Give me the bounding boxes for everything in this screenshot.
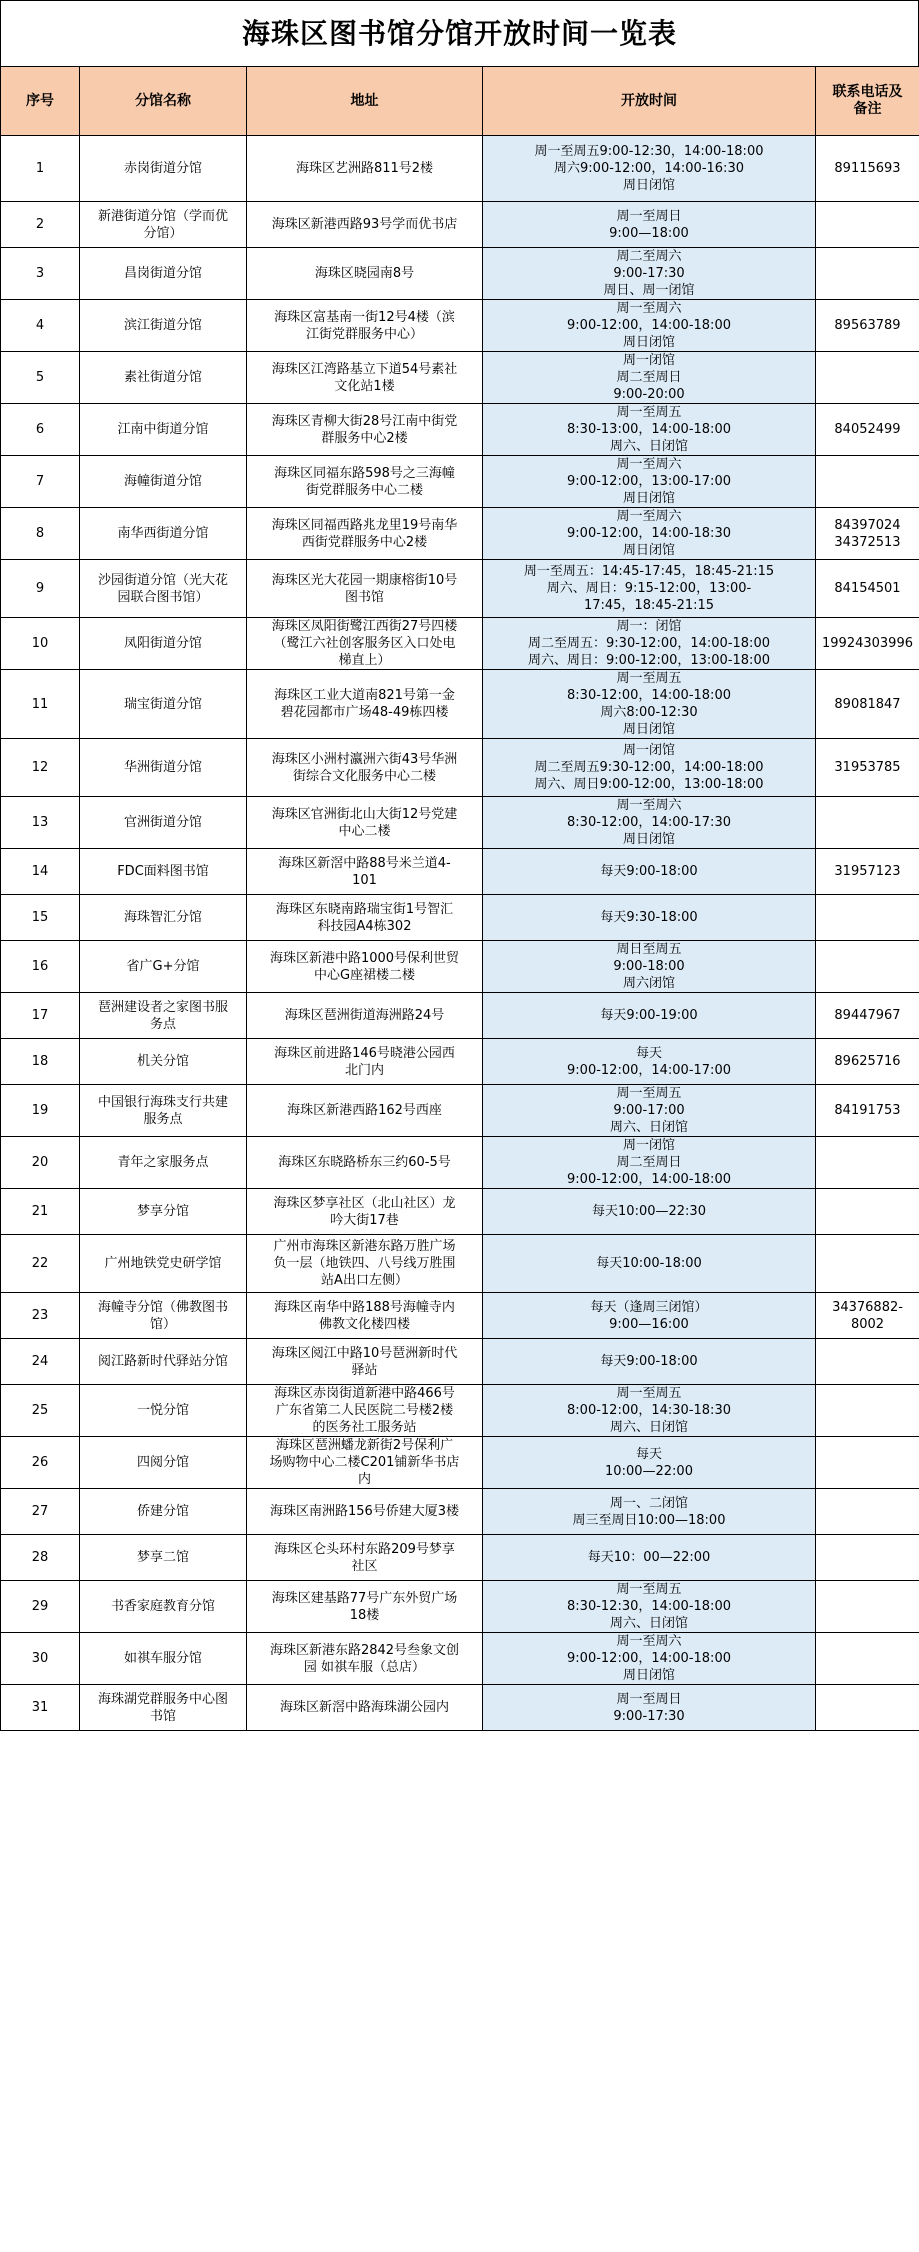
table-row: [1, 797, 919, 849]
cell-phone: 31953785: [816, 739, 919, 797]
cell-opening-hours: 周日至周五 9:00-18:00 周六闭馆: [483, 941, 816, 993]
cell-address: 广州市海珠区新港东路万胜广场 负一层（地铁四、八号线万胜围 站A出口左侧）: [247, 1235, 483, 1293]
cell-opening-hours: 周一至周五9:00-12:30，14:00-18:00 周六9:00-12:00，14:00-16:30 周日闭馆: [483, 136, 816, 202]
cell-phone: 89625716: [816, 1039, 919, 1085]
cell-address: 海珠区赤岗街道新港中路466号 广东省第二人民医院二号楼2楼 的医务社工服务站: [247, 1385, 483, 1437]
cell-seq: 4: [1, 300, 80, 352]
cell-opening-hours: 每天10：00—22:00: [483, 1535, 816, 1581]
cell-opening-hours: 每天（逢周三闭馆） 9:00—16:00: [483, 1293, 816, 1339]
cell-phone: [816, 1189, 919, 1235]
cell-address: 海珠区江湾路基立下道54号素社 文化站1楼: [247, 352, 483, 404]
table-row: [1, 1235, 919, 1293]
cell-seq: 13: [1, 797, 80, 849]
table-row: [1, 1385, 919, 1437]
cell-seq: 14: [1, 849, 80, 895]
cell-phone: [816, 202, 919, 248]
cell-seq: 16: [1, 941, 80, 993]
cell-phone: 84154501: [816, 560, 919, 618]
cell-address: 海珠区同福西路兆龙里19号南华 西街党群服务中心2楼: [247, 508, 483, 560]
cell-phone: [816, 1581, 919, 1633]
cell-branch-name: 素社街道分馆: [80, 352, 247, 404]
table-row: [1, 300, 919, 352]
table-row: [1, 670, 919, 739]
cell-branch-name: 四阅分馆: [80, 1437, 247, 1489]
table-row: [1, 248, 919, 300]
table-row: [1, 1189, 919, 1235]
cell-address: 海珠区仑头环村东路209号梦享 社区: [247, 1535, 483, 1581]
schedule-table: [0, 66, 919, 1731]
cell-seq: 8: [1, 508, 80, 560]
cell-seq: 12: [1, 739, 80, 797]
page-title: 海珠区图书馆分馆开放时间一览表: [0, 0, 919, 66]
cell-phone: 84191753: [816, 1085, 919, 1137]
cell-branch-name: 青年之家服务点: [80, 1137, 247, 1189]
cell-opening-hours: 周一、二闭馆 周三至周日10:00—18:00: [483, 1489, 816, 1535]
cell-branch-name: 华洲街道分馆: [80, 739, 247, 797]
cell-opening-hours: 周一至周六 9:00-12:00，14:00-18:00 周日闭馆: [483, 1633, 816, 1685]
cell-address: 海珠区艺洲路811号2楼: [247, 136, 483, 202]
cell-opening-hours: 每天10:00—22:30: [483, 1189, 816, 1235]
cell-seq: 31: [1, 1685, 80, 1731]
cell-phone: [816, 1685, 919, 1731]
cell-seq: 11: [1, 670, 80, 739]
cell-phone: [816, 1437, 919, 1489]
cell-phone: [816, 1385, 919, 1437]
cell-seq: 22: [1, 1235, 80, 1293]
cell-address: 海珠区新滘中路海珠湖公园内: [247, 1685, 483, 1731]
cell-branch-name: 省广G+分馆: [80, 941, 247, 993]
cell-phone: 31957123: [816, 849, 919, 895]
table-row: [1, 1039, 919, 1085]
cell-opening-hours: 每天9:00-19:00: [483, 993, 816, 1039]
cell-address: 海珠区光大花园一期康榕街10号 图书馆: [247, 560, 483, 618]
cell-seq: 27: [1, 1489, 80, 1535]
table-row: [1, 1685, 919, 1731]
cell-phone: 84397024 34372513: [816, 508, 919, 560]
cell-opening-hours: 周一闭馆 周二至周日 9:00-12:00，14:00-18:00: [483, 1137, 816, 1189]
cell-opening-hours: 周二至周六 9:00-17:30 周日、周一闭馆: [483, 248, 816, 300]
table-row: [1, 941, 919, 993]
cell-seq: 25: [1, 1385, 80, 1437]
cell-seq: 17: [1, 993, 80, 1039]
cell-address: 海珠区东晓南路瑞宝街1号智汇 科技园A4栋302: [247, 895, 483, 941]
header-phone: 联系电话及 备注: [816, 67, 919, 136]
cell-seq: 10: [1, 618, 80, 670]
cell-branch-name: 官洲街道分馆: [80, 797, 247, 849]
cell-phone: [816, 352, 919, 404]
cell-phone: [816, 797, 919, 849]
cell-opening-hours: 每天9:30-18:00: [483, 895, 816, 941]
table-row: [1, 136, 919, 202]
cell-seq: 1: [1, 136, 80, 202]
cell-opening-hours: 每天 10:00—22:00: [483, 1437, 816, 1489]
cell-branch-name: 海珠湖党群服务中心图 书馆: [80, 1685, 247, 1731]
cell-seq: 15: [1, 895, 80, 941]
cell-seq: 23: [1, 1293, 80, 1339]
cell-branch-name: 赤岗街道分馆: [80, 136, 247, 202]
header-hours: 开放时间: [483, 67, 816, 136]
cell-seq: 7: [1, 456, 80, 508]
cell-phone: 84052499: [816, 404, 919, 456]
cell-address: 海珠区东晓路桥东三约60-5号: [247, 1137, 483, 1189]
cell-branch-name: FDC面料图书馆: [80, 849, 247, 895]
table-row: [1, 1581, 919, 1633]
cell-branch-name: 广州地铁党史研学馆: [80, 1235, 247, 1293]
table-row: [1, 508, 919, 560]
cell-address: 海珠区梦享社区（北山社区）龙 吟大街17巷: [247, 1189, 483, 1235]
cell-address: 海珠区晓园南8号: [247, 248, 483, 300]
cell-branch-name: 机关分馆: [80, 1039, 247, 1085]
cell-phone: [816, 248, 919, 300]
cell-phone: [816, 1235, 919, 1293]
cell-branch-name: 南华西街道分馆: [80, 508, 247, 560]
table-row: [1, 1085, 919, 1137]
cell-phone: [816, 1339, 919, 1385]
cell-seq: 21: [1, 1189, 80, 1235]
cell-opening-hours: 每天9:00-18:00: [483, 1339, 816, 1385]
cell-branch-name: 书香家庭教育分馆: [80, 1581, 247, 1633]
cell-address: 海珠区工业大道南821号第一金 碧花园都市广场48-49栋四楼: [247, 670, 483, 739]
cell-address: 海珠区青柳大街28号江南中街党 群服务中心2楼: [247, 404, 483, 456]
table-row: [1, 849, 919, 895]
cell-seq: 3: [1, 248, 80, 300]
cell-phone: [816, 1535, 919, 1581]
cell-seq: 26: [1, 1437, 80, 1489]
header-row: [1, 67, 919, 136]
cell-phone: [816, 895, 919, 941]
table-row: [1, 352, 919, 404]
table-row: [1, 618, 919, 670]
cell-branch-name: 凤阳街道分馆: [80, 618, 247, 670]
cell-address: 海珠区小洲村瀛洲六街43号华洲 街综合文化服务中心二楼: [247, 739, 483, 797]
cell-address: 海珠区官洲街北山大街12号党建 中心二楼: [247, 797, 483, 849]
cell-address: 海珠区新港西路162号西座: [247, 1085, 483, 1137]
table-row: [1, 993, 919, 1039]
cell-branch-name: 海幢街道分馆: [80, 456, 247, 508]
cell-phone: 89447967: [816, 993, 919, 1039]
cell-opening-hours: 周一至周六 9:00-12:00，13:00-17:00 周日闭馆: [483, 456, 816, 508]
table-row: [1, 404, 919, 456]
cell-seq: 24: [1, 1339, 80, 1385]
cell-phone: [816, 1489, 919, 1535]
table-row: [1, 1489, 919, 1535]
cell-branch-name: 梦享二馆: [80, 1535, 247, 1581]
cell-phone: [816, 1633, 919, 1685]
cell-phone: 89563789: [816, 300, 919, 352]
cell-opening-hours: 周一至周六 9:00-12:00，14:00-18:30 周日闭馆: [483, 508, 816, 560]
cell-address: 海珠区琶洲街道海洲路24号: [247, 993, 483, 1039]
table-row: [1, 1633, 919, 1685]
cell-address: 海珠区建基路77号广东外贸广场 18楼: [247, 1581, 483, 1633]
cell-address: 海珠区凤阳街鹭江西街27号四楼 （鹭江六社创客服务区入口处电 梯直上）: [247, 618, 483, 670]
cell-opening-hours: 周一至周五 8:30-12:00，14:00-18:00 周六8:00-12:30 周日闭馆: [483, 670, 816, 739]
cell-opening-hours: 周一至周五 9:00-17:00 周六、日闭馆: [483, 1085, 816, 1137]
cell-opening-hours: 周一闭馆 周二至周五9:30-12:00，14:00-18:00 周六、周日9:00-12:00，13:00-18:00: [483, 739, 816, 797]
cell-branch-name: 梦享分馆: [80, 1189, 247, 1235]
cell-address: 海珠区新港中路1000号保利世贸 中心G座裙楼二楼: [247, 941, 483, 993]
cell-opening-hours: 每天9:00-18:00: [483, 849, 816, 895]
cell-address: 海珠区前进路146号晓港公园西 北门内: [247, 1039, 483, 1085]
table-row: [1, 1137, 919, 1189]
cell-seq: 20: [1, 1137, 80, 1189]
header-seq: 序号: [1, 67, 80, 136]
cell-phone: 34376882- 8002: [816, 1293, 919, 1339]
cell-branch-name: 江南中街道分馆: [80, 404, 247, 456]
cell-opening-hours: 周一：闭馆 周二至周五：9:30-12:00，14:00-18:00 周六、周日：9:00-12:00，13:00-18:00: [483, 618, 816, 670]
table-body: [1, 136, 919, 1731]
table-row: [1, 895, 919, 941]
cell-phone: [816, 456, 919, 508]
cell-branch-name: 海珠智汇分馆: [80, 895, 247, 941]
cell-seq: 9: [1, 560, 80, 618]
cell-branch-name: 瑞宝街道分馆: [80, 670, 247, 739]
cell-seq: 6: [1, 404, 80, 456]
cell-opening-hours: 周一至周日 9:00—18:00: [483, 202, 816, 248]
cell-branch-name: 昌岗街道分馆: [80, 248, 247, 300]
cell-branch-name: 海幢寺分馆（佛教图书 馆）: [80, 1293, 247, 1339]
cell-opening-hours: 周一至周五 8:00-12:00，14:30-18:30 周六、日闭馆: [483, 1385, 816, 1437]
cell-seq: 5: [1, 352, 80, 404]
cell-opening-hours: 每天 9:00-12:00，14:00-17:00: [483, 1039, 816, 1085]
cell-opening-hours: 周一闭馆 周二至周日 9:00-20:00: [483, 352, 816, 404]
cell-opening-hours: 周一至周日 9:00-17:30: [483, 1685, 816, 1731]
cell-opening-hours: 每天10:00-18:00: [483, 1235, 816, 1293]
cell-opening-hours: 周一至周五：14:45-17:45，18:45-21:15 周六、周日：9:15-12:00，13:00- 17:45，18:45-21:15: [483, 560, 816, 618]
cell-opening-hours: 周一至周六 8:30-12:00，14:00-17:30 周日闭馆: [483, 797, 816, 849]
table-row: [1, 560, 919, 618]
header-address: 地址: [247, 67, 483, 136]
cell-branch-name: 一悦分馆: [80, 1385, 247, 1437]
cell-seq: 2: [1, 202, 80, 248]
table-row: [1, 739, 919, 797]
cell-opening-hours: 周一至周六 9:00-12:00，14:00-18:00 周日闭馆: [483, 300, 816, 352]
cell-branch-name: 新港街道分馆（学而优 分馆）: [80, 202, 247, 248]
cell-opening-hours: 周一至周五 8:30-12:30，14:00-18:00 周六、日闭馆: [483, 1581, 816, 1633]
cell-branch-name: 中国银行海珠支行共建 服务点: [80, 1085, 247, 1137]
cell-branch-name: 琶洲建设者之家图书服 务点: [80, 993, 247, 1039]
cell-address: 海珠区新港西路93号学而优书店: [247, 202, 483, 248]
cell-address: 海珠区同福东路598号之三海幢 街党群服务中心二楼: [247, 456, 483, 508]
table-row: [1, 1535, 919, 1581]
cell-branch-name: 侨建分馆: [80, 1489, 247, 1535]
cell-branch-name: 阅江路新时代驿站分馆: [80, 1339, 247, 1385]
cell-phone: 89081847: [816, 670, 919, 739]
cell-address: 海珠区南华中路188号海幢寺内 佛教文化楼四楼: [247, 1293, 483, 1339]
cell-opening-hours: 周一至周五 8:30-13:00，14:00-18:00 周六、日闭馆: [483, 404, 816, 456]
cell-phone: 19924303996: [816, 618, 919, 670]
cell-branch-name: 沙园街道分馆（光大花 园联合图书馆）: [80, 560, 247, 618]
table-row: [1, 1339, 919, 1385]
cell-address: 海珠区新滘中路88号米兰道4- 101: [247, 849, 483, 895]
cell-seq: 30: [1, 1633, 80, 1685]
cell-branch-name: 如祺车服分馆: [80, 1633, 247, 1685]
cell-address: 海珠区琶洲蟠龙新街2号保利广 场购物中心二楼C201铺新华书店 内: [247, 1437, 483, 1489]
cell-phone: 89115693: [816, 136, 919, 202]
cell-address: 海珠区南洲路156号侨建大厦3楼: [247, 1489, 483, 1535]
cell-phone: [816, 941, 919, 993]
cell-phone: [816, 1137, 919, 1189]
cell-address: 海珠区富基南一街12号4楼（滨 江街党群服务中心）: [247, 300, 483, 352]
table-row: [1, 1437, 919, 1489]
header-name: 分馆名称: [80, 67, 247, 136]
cell-seq: 29: [1, 1581, 80, 1633]
cell-address: 海珠区阅江中路10号琶洲新时代 驿站: [247, 1339, 483, 1385]
table-row: [1, 456, 919, 508]
cell-seq: 28: [1, 1535, 80, 1581]
table-row: [1, 202, 919, 248]
cell-seq: 18: [1, 1039, 80, 1085]
table-row: [1, 1293, 919, 1339]
cell-address: 海珠区新港东路2842号叁象文创 园 如祺车服（总店）: [247, 1633, 483, 1685]
cell-branch-name: 滨江街道分馆: [80, 300, 247, 352]
cell-seq: 19: [1, 1085, 80, 1137]
